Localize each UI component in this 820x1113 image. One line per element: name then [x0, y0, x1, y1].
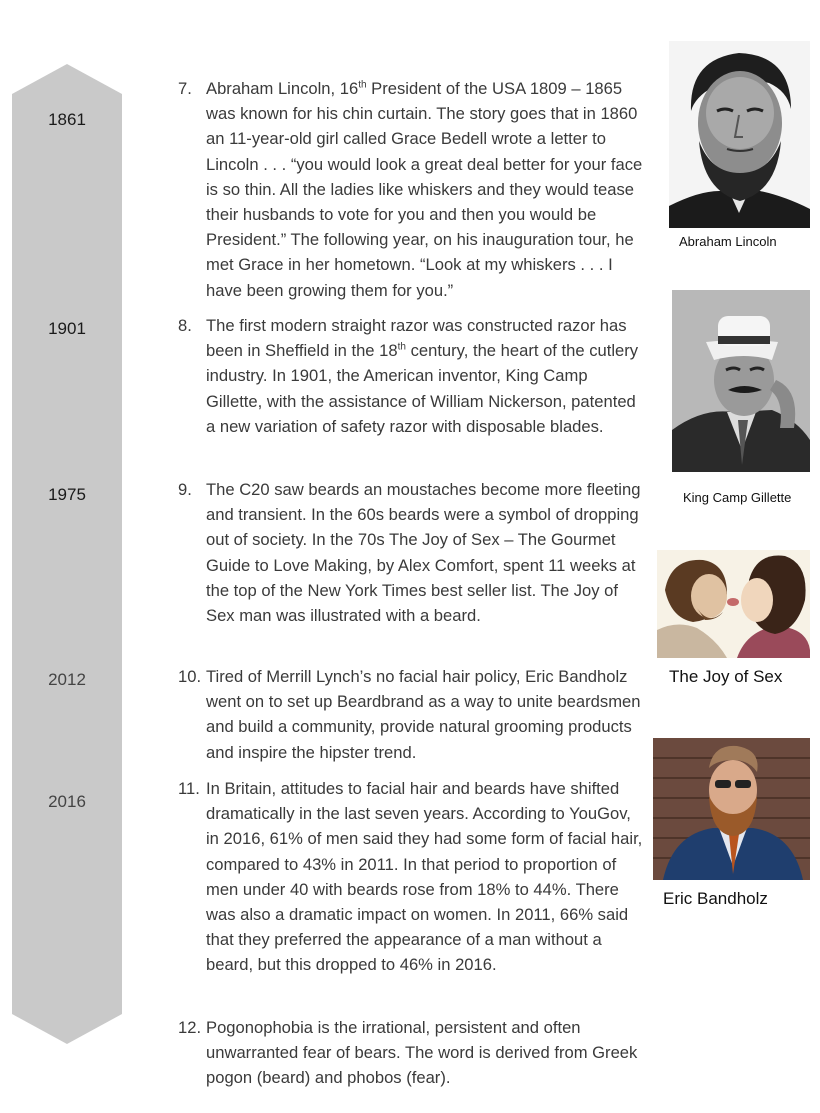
year-1901: 1901 [48, 319, 86, 338]
year-2012: 2012 [48, 670, 86, 689]
list-item-7 [178, 76, 648, 303]
caption-joy-of-sex: The Joy of Sex [669, 667, 783, 686]
gillette-photo [672, 290, 810, 472]
year-1861: 1861 [48, 110, 86, 129]
item-text: In Britain, attitudes to facial hair and beards have shifted dramatically in the last seven years. According to YouGov, in 2016, 61% of men said they had some form of facial hair, compared to 43% in 2011. In that period to proportion of men under 40 with beards rose from 18% to 44%. There was also a dramatic impact on women. In 2011, 66% said that they preferred the appearance of a man without a beard, but this dropped to 46% in 2016. [206, 779, 643, 975]
item-number: 8. [178, 316, 192, 335]
year-1975: 1975 [48, 485, 86, 504]
item-text: Tired of Merrill Lynch’s no facial hair policy, Eric Bandholz went on to set up Beardbrand as a way to unite beardsmen and build a community, provide natural grooming products and inspire the hipster trend. [206, 667, 641, 762]
item-text: Pogonophobia is the irrational, persistent and often unwarranted fear of bears. The word is derived from Greek pogon (beard) and phobos (fear). [206, 1018, 638, 1088]
item-text: The C20 saw beards an moustaches become more fleeting and transient. In the 60s beards were a symbol of dropping out of society. In the 70s The Joy of Sex – The Gourmet Guide to Love Making, by Alex Comfort, spent 11 weeks at the top of the New York Times best seller list. The Joy of Sex man was illustrated with a beard. [206, 480, 641, 626]
item-number: 9. [178, 480, 192, 499]
list-item-9 [178, 477, 648, 628]
year-2016: 2016 [48, 792, 86, 811]
timeline-arrow [12, 64, 122, 1044]
list-item-12 [178, 1015, 648, 1091]
joy-of-sex-illustration [657, 550, 810, 658]
bandholz-photo [653, 738, 810, 880]
caption-lincoln: Abraham Lincoln [679, 234, 777, 249]
lincoln-photo [669, 41, 810, 228]
caption-gillette: King Camp Gillette [683, 490, 792, 505]
list-item-10 [178, 664, 648, 765]
caption-bandholz: Eric Bandholz [663, 889, 768, 908]
list-item-8 [178, 313, 648, 439]
item-text: Abraham Lincoln, 16th President of the USA 1809 – 1865 was known for his chin curtain. The story goes that in 1860 an 11-year-old girl called Grace Bedell wrote a letter to Lincoln . . . “you would look a great deal better for your face is so thin. All the ladies like whiskers and they would tease their husbands to vote for you and then you would be President.” The following year, on his inauguration tour, he met Grace in her hometown. “Look at my whiskers . . . I have been growing them for you.” [206, 79, 643, 300]
item-number: 7. [178, 79, 192, 98]
item-number: 10. [178, 667, 202, 686]
item-number: 11. [178, 779, 200, 798]
item-number: 12. [178, 1018, 202, 1037]
item-text: The first modern straight razor was constructed razor has been in Sheffield in the 18th century, the heart of the cutlery industry. In 1901, the American inventor, King Camp Gillette, with the assistance of William Nickerson, patented a new variation of safety razor with disposable blades. [206, 316, 639, 436]
list-item-11 [178, 776, 648, 978]
